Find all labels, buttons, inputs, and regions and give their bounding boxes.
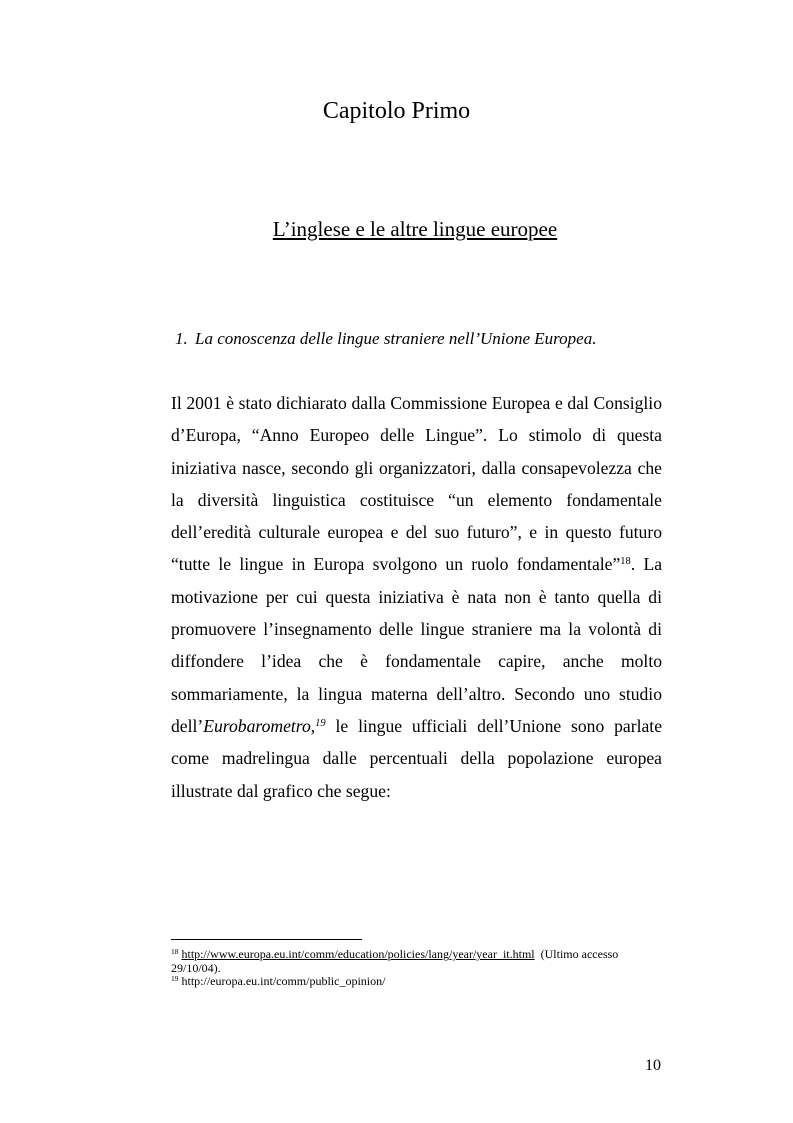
source-name [203,716,325,736]
chapter-subtitle: L’inglese e le altre lingue europee [272,217,558,241]
paragraph-part-2: . La motivazione per cui questa iniziativa è nata non è tanto quella di promuovere l’insegnamento delle lingue straniere ma la volontà di diffondere l’idea che è fondamentale capire, anche molto sommariamente, la lingua materna dell’altro. Secondo uno studio dell’ [171,554,662,736]
paragraph-part-3: le lingue ufficiali dell’Unione sono parlate come madrelingua dalle percentuali della popolazione europea illustrate dal grafico che segue: [171,715,662,801]
page-number: 10 [645,1057,661,1074]
body-paragraph [171,387,662,807]
chapter-title: Capitolo Primo [322,98,471,124]
footnote-ref-19[interactable]: 19 [315,717,326,729]
footnote-ref-18[interactable]: 18 [620,556,631,568]
footnote-19 [171,975,662,989]
footnote-number: 18 [171,947,179,956]
footnotes [171,948,662,989]
footnote-separator [171,939,362,940]
footnote-note: (Ultimo accesso 29/10/04). [171,947,619,975]
section-title: La conoscenza delle lingue straniere nell’Unione Europea. [195,329,597,348]
source-name-text: Eurobarometro, [203,715,316,736]
footnote-number: 19 [171,974,179,983]
footnote-link[interactable]: http://europa.eu.int/comm/public_opinion/ [181,974,386,988]
paragraph-part-1: Il 2001 è stato dichiarato dalla Commissione Europea e dal Consiglio d’Europa, “Anno Europeo delle Lingue”. Lo stimolo di questa iniziativa nasce, secondo gli organizzatori, dalla consapevolezza che la diversità linguistica costituisce “un elemento fondamentale dell’eredità culturale europea e del suo futuro”, e in questo futuro “tutte le lingue in Europa svolgono un ruolo fondamentale” [171,393,662,575]
section-heading [175,328,596,350]
footnote-18 [171,948,662,975]
footnote-link[interactable]: http://www.europa.eu.int/comm/education/policies/lang/year/year_it.html [181,947,535,961]
section-number: 1. [175,329,188,348]
